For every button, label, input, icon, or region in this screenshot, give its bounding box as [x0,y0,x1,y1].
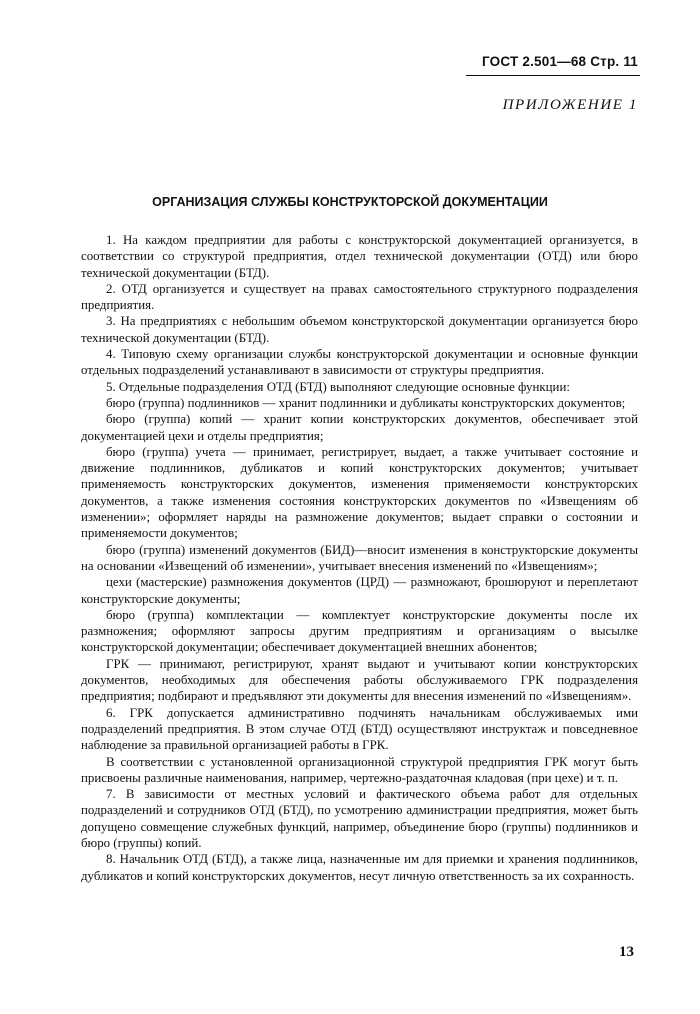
paragraph: бюро (группа) учета — принимает, регистрирует, выдает, а также учитывает состояние и движение подлинников, дубликатов и копий конструкторских документов; учитывает применяемость конструкторских документов, изменения применяемости конструкторских документов, а также изменения состояния конструкторских документов по «Извещениям об изменении»; оформляет наряды на размножение документов; выдает справки о состоянии и применяемости документов; [81,444,638,541]
paragraph: 1. На каждом предприятии для работы с конструкторской документацией организуется, в соответствии со структурой предприятия, отдел технической документации (ОТД) или бюро технической документации (БТД). [81,233,638,280]
header-rule [466,75,640,76]
paragraph: 6. ГРК допускается административно подчинять начальникам обслуживаемых ими подразделений предприятия. В этом случае ОТД (БТД) осуществляют инструктаж и повседневное наблюдение за правильной организацией работы в ГРК. [81,705,638,753]
paragraph: 3. На предприятиях с небольшим объемом конструкторской документации организуется бюро технической документации (БТД). [81,314,638,345]
paragraph: цехи (мастерские) размножения документов (ЦРД) — размножают, брошюруют и переплетают конструкторские документы; [81,575,638,606]
paragraph: бюро (группа) изменений документов (БИД)—вносит изменения в конструкторские документы на основании «Извещений об изменении», учитывает внесения изменений по «Извещениям»; [81,542,638,573]
paragraph: бюро (группа) копий — хранит копии конструкторских документов, обеспечивает этой документацией цехи и отделы предприятия; [81,412,638,443]
body-text [81,232,638,884]
paragraph: ГРК — принимают, регистрируют, хранят выдают и учитывают копии конструкторских документов, необходимых для обеспечения работы обслуживаемого ГРК подразделения предприятия; подбирают и предъявляют эти документы для внесения изменений по «Извещениям». [81,656,638,704]
paragraph: 4. Типовую схему организации службы конструкторской документации и основные функции отдельных подразделений устанавливают в зависимости от структуры предприятия. [81,347,638,378]
paragraph: 2. ОТД организуется и существует на правах самостоятельного структурного подразделения предприятия. [81,281,638,313]
paragraph: бюро (группа) подлинников — хранит подлинники и дубликаты конструкторских документов; [106,395,626,410]
page-number: 13 [619,944,634,960]
paragraph: 7. В зависимости от местных условий и фактического объема работ для отдельных подразделений и сотрудников ОТД (БТД), по усмотрению администрации предприятия, может быть допущено совмещение служебных функций, например, объединение бюро (группы) подлинников и бюро (группы) копий. [81,787,638,850]
paragraph: 8. Начальник ОТД (БТД), а также лица, назначенные им для приемки и хранения подлинников, дубликатов и копий конструкторских документов, несут личную ответственность за их сохранность. [81,852,638,883]
paragraph: 5. Отдельные подразделения ОТД (БТД) выполняют следующие основные функции: [106,379,570,394]
paragraph: бюро (группа) комплектации — комплектует конструкторские документы после их размножения; оформляют запросы другим предприятиям и организациям о высылке конструкторской документации; обеспечивает документацией внешних абонентов; [81,607,638,655]
paragraph: В соответствии с установленной организационной структурой предприятия ГРК могут быть присвоены различные наименования, например, чертежно-раздаточная кладовая (при цехе) и т. п. [81,754,638,785]
section-title: ОРГАНИЗАЦИЯ СЛУЖБЫ КОНСТРУКТОРСКОЙ ДОКУМЕНТАЦИИ [152,195,548,209]
appendix-label: ПРИЛОЖЕНИЕ 1 [502,97,638,113]
running-header: ГОСТ 2.501—68 Стр. 11 [481,54,638,69]
